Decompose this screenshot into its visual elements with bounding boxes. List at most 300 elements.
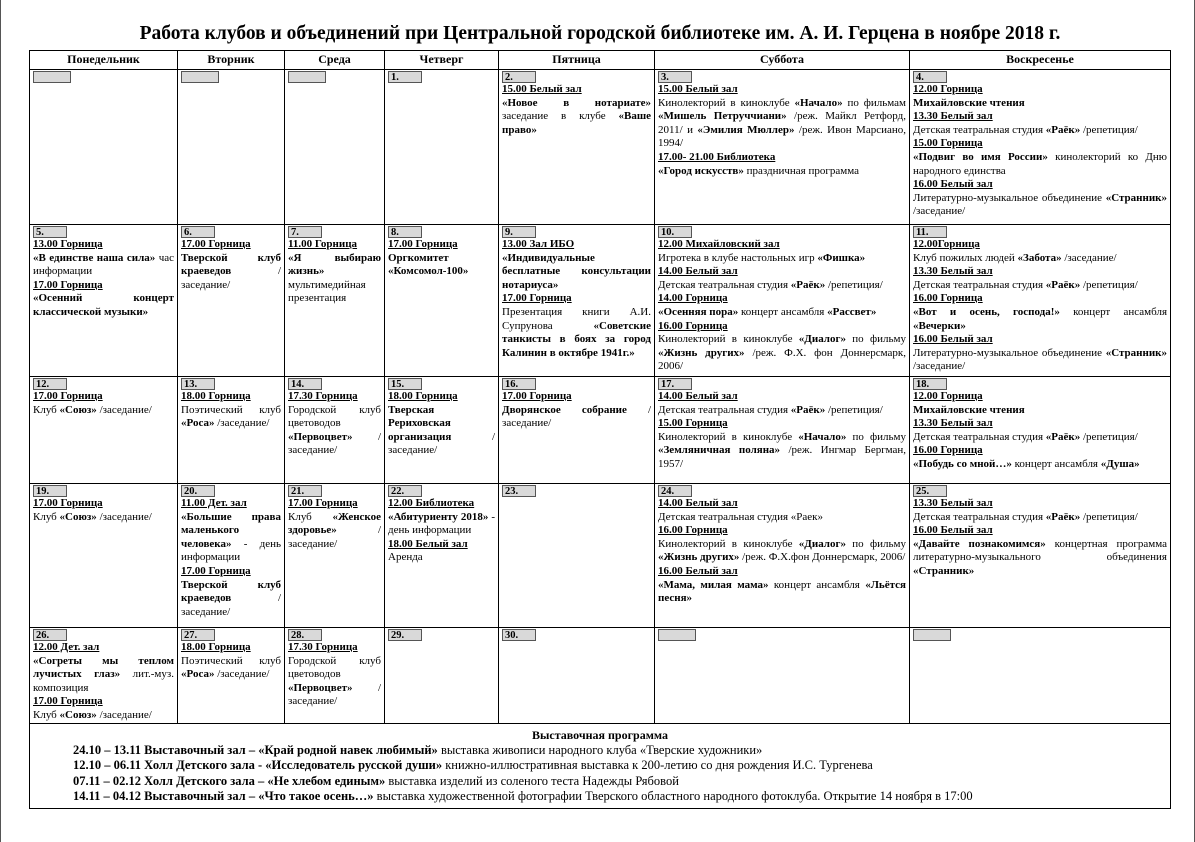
event-description [33,655,174,696]
week-row [30,628,1171,724]
event-title-text: «Странник» [1105,191,1167,204]
event-time-place: 17.00- 21.00 Библиотека [658,150,776,163]
event-title-text: «Советские танкисты в боях за город Калинин в октябре 1941г.» [502,319,651,359]
exhibition-heading: Выставочная программа [532,727,668,742]
event-description [388,404,495,458]
event-time-place: 16.00 Белый зал [913,333,993,346]
event-time-place: 16.00 Горница [913,292,983,305]
page-title: Работа клубов и объединений при Центральной городской библиотеке им. А. И. Герцена в ноябре 2018 г. [139,23,1061,44]
event-text: Городской клуб цветоводов [288,654,381,681]
event-time-place: 13.30 Белый зал [913,417,993,430]
event-title-text: «Жизнь других» [658,551,740,564]
event-title-text: «Давайте познакомимся» [913,537,1046,550]
event-text: /заседание/ [288,681,381,708]
day-cell [499,628,655,724]
event-time-place: 16.00 Горница [658,319,728,332]
event-text: Детская театральная студия [913,123,1046,136]
event-title-text: «Осенняя пора» [658,305,739,318]
exhibition-item [33,789,1167,805]
event-text: /реж. Ингмар Бергман, 1957/ [658,444,906,470]
event-description [913,252,1167,266]
event-description [658,333,906,374]
event-text: /заседание/ [214,417,270,430]
event-text: - день информации [181,537,281,564]
event-title-text: Михайловские чтения [913,96,1025,109]
day-number [33,71,71,83]
event-text: по фильму [846,430,906,443]
day-number: 22. [388,485,422,497]
event-text: /заседание/ [288,430,381,457]
event-title-text: 07.11 – 02.12 Холл Детского зала – «Не хлебом единым» [73,773,386,788]
event-text: Клуб пожилых людей [913,251,1018,264]
event-text: /заседание/ [288,524,381,550]
day-number: 17. [658,378,692,390]
day-cell [499,377,655,484]
event-text: /репетиция/ [1080,278,1138,291]
event-text: Поэтический клуб [181,654,281,667]
event-text: /заседание/ [181,592,281,618]
event-title-text: «Земляничная поляна» [658,444,781,457]
event-text: /заседание/ [1061,251,1117,264]
event-description [33,252,174,279]
event-time-place: 17.00 Горница [502,292,572,305]
event-time-place: 18.00 Горница [181,641,251,653]
event-time-place: 16.00 Горница [658,524,728,537]
event-title-text: «Союз» [59,708,97,721]
event-title-text: «Начало» [794,96,843,109]
event-title-text: «Женское здоровье» [288,510,381,537]
event-time-place: 13.30 Белый зал [913,497,993,509]
weekday-header: Четверг [385,51,499,70]
day-cell [655,225,910,377]
event-title-text: Тверская Рериховская организация [388,403,452,443]
event-text: лит.-муз. композиция [33,668,174,694]
event-time-place: 16.00 Белый зал [913,524,993,537]
event-text: выставка изделий из соленого теста Надежды Рябовой [385,773,679,788]
day-cell [285,225,385,377]
event-text: Поэтический клуб [181,403,281,416]
event-text: Литературно-музыкальное объединение [913,191,1106,204]
event-text: /заседание/ [913,360,966,373]
event-time-place: 17.00 Горница [388,238,458,250]
event-text: /заседание/ [181,265,281,291]
day-number: 4. [913,71,947,83]
calendar-table [29,50,1171,809]
event-time-place: 18.00 Горница [181,390,251,402]
day-cell [499,225,655,377]
event-time-place: 12.00 Дет. зал [33,641,100,653]
event-description [658,404,906,418]
day-number: 9. [502,226,536,238]
event-text: Кинолекторий в киноклубе [658,96,795,109]
weekday-header: Пятница [499,51,655,70]
weekday-header: Понедельник [30,51,178,70]
event-text: Аренда [388,551,423,564]
weekday-header: Вторник [178,51,285,70]
event-text: /репетиция/ [1080,510,1138,523]
event-time-place: 14.00 Белый зал [658,497,738,509]
event-description [658,511,906,525]
event-title-text: «Начало» [798,430,847,443]
event-text: /реж. Майкл Ретфорд, 2011/ и [658,110,907,136]
event-text: Клуб [33,403,60,416]
event-text: /репетиция/ [1080,430,1138,443]
event-description [658,431,906,472]
event-description [658,165,906,179]
event-time-place: 12.00Горница [913,238,980,250]
day-cell [30,377,178,484]
event-text: концертная программа литературно-музыкального объединения [913,537,1167,564]
week-row [30,484,1171,628]
day-cell [178,377,285,484]
event-time-place: 18.00 Белый зал [388,537,468,550]
event-title-text: «Ваше право» [502,110,651,136]
weekday-header: Суббота [655,51,910,70]
event-title-text: Тверской клуб краеведов [181,578,281,605]
event-description [33,709,174,723]
event-description [502,252,651,293]
event-time-place: 16.00 Белый зал [913,178,993,191]
day-cell [655,628,910,724]
event-text: книжно-иллюстративная выставка к 200-летию со дня рождения И.С. Тургенева [442,758,873,773]
event-title-text: «Льётся песня» [658,578,906,605]
day-number: 2. [502,71,536,83]
event-description [388,511,495,538]
day-number: 8. [388,226,422,238]
event-description [33,404,174,418]
day-number: 18. [913,378,947,390]
event-time-place: 17.00 Горница [502,390,572,402]
page-left-edge [0,0,1,842]
day-number: 21. [288,485,322,497]
event-title-text: «Союз» [59,403,97,416]
weekday-header: Воскресенье [910,51,1171,70]
day-cell [910,377,1171,484]
event-description [502,404,651,431]
event-text: час информации [33,251,174,278]
event-description [33,292,174,319]
week-row [30,225,1171,377]
event-text: выставка художественной фотографии Тверского областного народного фотоклуба. Открытие 14 ноября в 17:00 [373,789,973,804]
day-number: 1. [388,71,422,83]
day-number: 10. [658,226,692,238]
day-cell [178,484,285,628]
event-title-text: «Эмилия Мюллер» [697,123,795,136]
day-cell [285,628,385,724]
day-number [658,629,696,641]
day-cell [30,70,178,225]
event-time-place: 14.00 Белый зал [658,390,738,402]
event-text: Детская театральная студия «Раек» [658,510,824,523]
event-title-text: Оргкомитет «Комсомол-100» [388,251,469,278]
event-title-text: «Странник» [1105,346,1167,359]
event-description [288,404,381,458]
day-number: 16. [502,378,536,390]
day-cell [30,484,178,628]
event-title-text: «Диалог» [798,333,846,346]
event-time-place: 17.30 Горница [288,390,358,402]
event-description [388,252,495,279]
event-time-place: 17.00 Горница [33,695,103,708]
day-number: 28. [288,629,322,641]
event-description [913,458,1167,472]
event-description [913,124,1167,138]
event-title-text: «Осенний концерт классической музыки» [33,292,174,318]
event-text: мультимедийная презентация [288,278,366,305]
event-title-text: «Раёк» [1045,510,1081,523]
event-description [181,511,281,565]
day-cell [30,225,178,377]
event-text: /реж. Ф.Х.фон Доннерсмарк, 2006/ [739,551,906,564]
day-cell [385,70,499,225]
event-text: /заседание/ [913,205,966,218]
event-time-place: 12.00 Горница [913,390,983,402]
event-time-place: 17.00 Горница [33,278,103,291]
event-text: Презентация книги А.И. Супрунова [502,305,651,332]
event-title-text: «Странник» [913,564,975,577]
event-time-place: 16.00 Белый зал [658,564,738,577]
event-title-text: «Город искусств» [658,164,744,177]
event-description [181,655,281,682]
event-text: Кинолекторий в киноклубе [658,537,799,550]
event-text: /репетиция/ [825,403,883,416]
event-text: выставка живописи народного клуба «Тверские художники» [437,742,763,757]
day-cell [385,484,499,628]
day-number: 3. [658,71,692,83]
event-text: /заседание/ [96,403,152,416]
day-cell [655,70,910,225]
event-description [658,97,906,151]
event-text: кинолекторий ко Дню народного единства [913,150,1167,177]
day-cell [178,628,285,724]
event-title-text: 12.10 – 06.11 Холл Детского зала - «Исследователь русской души» [73,758,443,773]
event-text: Кинолекторий в киноклубе [658,333,799,346]
event-text: Клуб [33,510,60,523]
day-number [913,629,951,641]
event-title-text: «Душа» [1100,457,1140,470]
day-number: 26. [33,629,67,641]
event-title-text: «Согреты мы теплом лучистых глаз» [33,654,174,681]
event-title-text: 14.11 – 04.12 Выставочный зал – «Что такое осень…» [73,789,374,804]
day-number: 23. [502,485,536,497]
event-text: /репетиция/ [825,278,883,291]
event-text: /реж. Ивон Марсиано, 1994/ [658,123,906,150]
event-time-place: 13.00 Зал ИБО [502,238,575,250]
day-number: 19. [33,485,67,497]
event-text: Детская театральная студия [913,430,1046,443]
event-description [658,538,906,565]
weekday-header-row [30,51,1171,70]
event-title-text: «Фишка» [817,251,866,264]
day-number: 25. [913,485,947,497]
event-description [913,151,1167,178]
day-cell [910,628,1171,724]
event-title-text: «Мама, милая мама» [658,578,769,591]
day-cell [910,70,1171,225]
event-title-text: «Новое в нотариате» [502,96,651,109]
event-description [658,306,906,320]
event-title-text: «Жизнь других» [658,346,745,359]
event-title-text: «Раёк» [1045,430,1081,443]
event-text: Детская театральная студия [658,278,791,291]
day-cell [30,628,178,724]
event-title-text: «Рассвет» [827,305,877,318]
day-cell [655,484,910,628]
event-text: заседание в клубе [502,110,619,123]
week-row [30,377,1171,484]
event-description [913,431,1167,445]
event-text: концерт ансамбля [738,305,828,318]
day-number: 29. [388,629,422,641]
event-description [658,579,906,606]
event-description [181,579,281,620]
event-text: Городской клуб цветоводов [288,403,381,430]
day-number: 15. [388,378,422,390]
exhibition-item [33,743,1167,759]
event-description [502,97,651,138]
day-number: 5. [33,226,67,238]
event-text: Игротека в клубе настольных игр [658,251,818,264]
event-text: концерт ансамбля [1011,457,1101,470]
event-title-text: «В единстве наша сила» [33,251,156,264]
event-text: по фильмам [842,96,906,109]
event-text: Литературно-музыкальное объединение [913,346,1106,359]
exhibition-item [33,758,1167,774]
event-title-text: «Раёк» [1045,278,1081,291]
event-text: /заседание/ [214,668,270,681]
event-description [33,511,174,525]
exhibition-program [30,723,1171,808]
event-time-place: 12.00 Библиотека [388,497,475,509]
event-description [388,551,495,565]
event-description [913,97,1167,111]
event-description [913,306,1167,333]
day-cell [499,484,655,628]
event-title-text: «Подвиг во имя России» [913,150,1048,163]
event-title-text: «Забота» [1017,251,1062,264]
event-description [288,511,381,552]
event-description [913,511,1167,525]
event-time-place: 17.00 Горница [33,497,103,509]
event-description [288,252,381,306]
event-title-text: «Индивидуальные бесплатные консультации нотариуса» [502,251,651,291]
event-time-place: 14.00 Горница [658,292,728,305]
day-number: 14. [288,378,322,390]
event-description [913,347,1167,374]
event-time-place: 15.00 Горница [913,137,983,150]
event-text: /заседание/ [96,708,152,721]
event-text: Детская театральная студия [913,510,1046,523]
event-time-place: 17.30 Горница [288,641,358,653]
event-title-text: «Раёк» [1045,123,1081,136]
event-description [658,279,906,293]
event-text: концерт ансамбля [1059,305,1167,318]
event-time-place: 16.00 Горница [913,444,983,457]
day-number: 20. [181,485,215,497]
event-title-text: «Раёк» [790,403,826,416]
day-cell [285,377,385,484]
day-number: 27. [181,629,215,641]
day-number [288,71,326,83]
event-text: праздничная программа [743,164,859,177]
day-number: 11. [913,226,947,238]
day-number: 6. [181,226,215,238]
event-time-place: 13.30 Белый зал [913,265,993,278]
event-time-place: 12.00 Горница [913,83,983,95]
event-description [181,252,281,293]
event-time-place: 12.00 Михайловский зал [658,238,780,250]
day-cell [285,70,385,225]
event-time-place: 18.00 Горница [388,390,458,402]
event-time-place: 11.00 Горница [288,238,358,250]
event-description [913,538,1167,579]
event-title-text: «Союз» [59,510,97,523]
event-time-place: 17.00 Горница [181,564,251,577]
event-description [502,306,651,360]
event-title-text: «Большие права маленького человека» [181,510,281,550]
day-number: 7. [288,226,322,238]
day-cell [910,225,1171,377]
event-time-place: 15.00 Белый зал [502,83,582,95]
event-text: /заседание/ [388,430,495,457]
day-cell [910,484,1171,628]
event-title-text: «Абитуриенту 2018» [388,510,489,523]
day-number: 12. [33,378,67,390]
event-title-text: Дворянское собрание [502,403,627,416]
week-row [30,70,1171,225]
event-time-place: 14.00 Белый зал [658,265,738,278]
event-time-place: 11.00 Дет. зал [181,497,247,509]
event-description [658,252,906,266]
event-description [913,404,1167,418]
event-description [913,279,1167,293]
event-time-place: 15.00 Белый зал [658,83,738,95]
event-text: Детская театральная студия [658,403,791,416]
event-text: по фильму [845,333,906,346]
event-time-place: 13.00 Горница [33,238,103,250]
event-title-text: «Я выбираю жизнь» [288,251,381,278]
event-text: /заседание/ [502,403,652,430]
day-cell [178,70,285,225]
event-description [181,404,281,431]
event-text: Клуб [33,708,60,721]
day-number: 24. [658,485,692,497]
day-cell [385,377,499,484]
day-cell [655,377,910,484]
event-description [288,655,381,709]
event-time-place: 17.00 Горница [33,390,103,402]
event-text: /репетиция/ [1080,123,1138,136]
event-title-text: «Диалог» [798,537,846,550]
day-cell [499,70,655,225]
day-cell [178,225,285,377]
day-cell [385,628,499,724]
event-text: Кинолекторий в киноклубе [658,430,799,443]
day-number: 30. [502,629,536,641]
event-text: концерт ансамбля [768,578,866,591]
day-number [181,71,219,83]
event-text: /заседание/ [96,510,152,523]
weekday-header: Среда [285,51,385,70]
event-title-text: Михайловские чтения [913,403,1025,416]
event-title-text: «Роса» [181,417,215,430]
event-text: - день информации [388,510,495,537]
event-title-text: Тверской клуб краеведов [181,251,281,278]
day-cell [385,225,499,377]
event-title-text: «Мишель Петруччиани» [658,110,787,123]
event-title-text: «Вот и осень, господа!» [913,305,1060,318]
event-title-text: «Побудь со мной…» [913,457,1012,470]
